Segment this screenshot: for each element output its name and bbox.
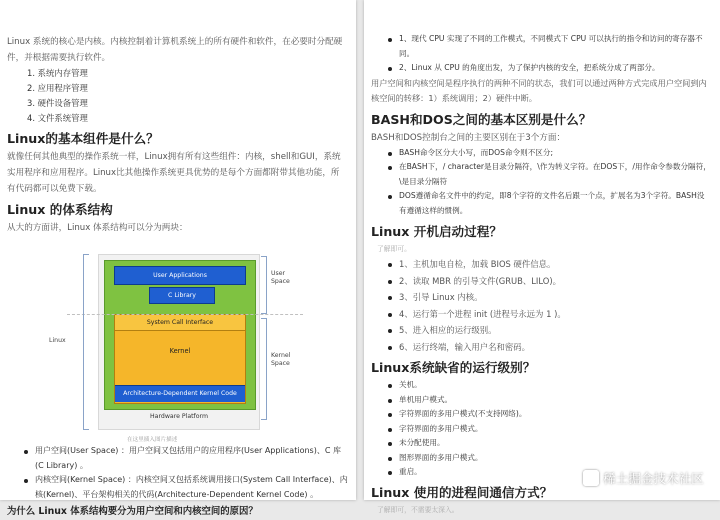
- list-item: 图形界面的多用户模式。: [371, 451, 712, 466]
- list-item: 3. 硬件设备管理: [27, 98, 88, 108]
- list-item: 字符界面的多用户模式(不支持网络)。: [371, 407, 712, 422]
- architecture-intro: 从大的方面讲，Linux 体系结构可以分为两块：: [7, 223, 188, 233]
- watermark: [583, 468, 704, 487]
- list-item: DOS遵循命名文件中的约定，即8个字符的文件名后跟一个点，扩展名为3个字符。BASH没有遵循这样的惯例。: [371, 189, 712, 218]
- hardware-frame: [98, 254, 260, 430]
- list-item: 4. 文件系统管理: [27, 113, 88, 123]
- space-list: [7, 444, 348, 502]
- user-space-label: User Space: [271, 270, 290, 285]
- list-item: 2、Linux 从 CPU 的角度出发，为了保护内核的安全，把系统分成了两部分。: [371, 61, 712, 76]
- bash-dos-intro: BASH和DOS控制台之间的主要区别在于3个方面：: [371, 132, 566, 143]
- list-item: 单机用户模式。: [371, 393, 712, 408]
- reasons-list: [371, 32, 712, 76]
- watermark-text: 稀土掘金技术社区: [603, 471, 704, 486]
- kernel-space-label: Kernel Space: [271, 352, 291, 367]
- system-call-interface-block: System Call Interface: [115, 315, 245, 331]
- linux-label: Linux: [49, 337, 66, 344]
- kernel-space-block: [114, 314, 246, 404]
- list-item: 2. 应用程序管理: [27, 83, 88, 93]
- list-item: 未分配使用。: [371, 436, 712, 451]
- heading-boot-process: Linux 开机启动过程？: [371, 224, 502, 239]
- kernel-block: Kernel: [169, 347, 191, 355]
- list-item: 2、读取 MBR 的引导文件(GRUB、LILO)。: [371, 273, 712, 290]
- list-item: 5、进入相应的运行级别。: [371, 322, 712, 339]
- reasons-conclusion: 用户空间和内核空间是程序执行的两种不同的状态，我们可以通过两种方式完成用户空间到内核空间的转移：1）系统调用；2）硬件中断。: [371, 77, 707, 103]
- list-item: 重启。: [371, 465, 712, 480]
- ipc-note: 了解即可，不需要太深入。: [377, 505, 459, 514]
- list-item: 3、引导 Linux 内核。: [371, 289, 712, 306]
- user-space-brace: [261, 256, 267, 314]
- list-item: 在BASH下，/ character是目录分隔符，\作为转义字符。在DOS下，/用作命令参数分隔符，\是目录分隔符: [371, 160, 712, 189]
- bash-dos-list: [371, 146, 712, 219]
- heading-runlevel: Linux系统缺省的运行级别？: [371, 360, 536, 375]
- juejin-logo-icon: [583, 470, 599, 486]
- boot-steps-list: [371, 256, 712, 355]
- linux-brace: [83, 254, 89, 430]
- list-item: 1、现代 CPU 实现了不同的工作模式，不同模式下 CPU 可以执行的指令和访问的寄存器不同。: [371, 32, 712, 61]
- basic-components-paragraph: 就像任何其他典型的操作系统一样，Linux拥有所有这些组件：内核，shell和GUI，系统实用程序和应用程序。Linux比其他操作系统更具优势的是每个方面都附带其他功能，所有代码都可以免费下载。: [7, 152, 341, 194]
- user-applications-block: User Applications: [114, 266, 246, 285]
- hardware-platform-label: Hardware Platform: [150, 413, 208, 420]
- diagram-caption: 在这里插入图片描述: [127, 437, 178, 443]
- left-page: [0, 0, 356, 517]
- right-page: [364, 0, 720, 514]
- divider-line: [67, 314, 303, 315]
- list-item: 4、运行第一个进程 init (进程号永远为 1 )。: [371, 306, 712, 323]
- list-item: BASH命令区分大小写，而DOS命令则不区分;: [371, 146, 712, 161]
- arch-kernel-code-block: Architecture-Dependent Kernel Code: [115, 385, 245, 402]
- heading-basic-components: Linux的基本组件是什么？: [7, 131, 159, 146]
- kernel-space-brace: [261, 318, 267, 420]
- heading-why-split: 为什么 Linux 体系结构要分为用户空间和内核空间的原因？: [7, 506, 258, 517]
- linux-architecture-diagram: [7, 242, 348, 442]
- heading-bash-dos: BASH和DOS之间的基本区别是什么？: [371, 111, 592, 127]
- list-item: 内核空间(Kernel Space) ：内核空间又包括系统调用接口(System Call Interface)、内核(Kernel)、平台架构相关的代码(Architecture-Dependent Kernel Code) 。: [7, 473, 348, 502]
- intro-paragraph: Linux 系统的核心是内核。内核控制着计算机系统上的所有硬件和软件，在必要时分配硬件，并根据需要执行软件。: [7, 37, 343, 63]
- heading-ipc: Linux 使用的进程间通信方式？: [371, 484, 553, 500]
- c-library-block: C Library: [149, 287, 215, 304]
- kernel-task-list: [7, 66, 348, 126]
- runlevel-list: [371, 378, 712, 480]
- heading-architecture: Linux 的体系结构: [7, 202, 113, 217]
- linux-system-block: [104, 260, 256, 410]
- list-item: 1、主机加电自检，加载 BIOS 硬件信息。: [371, 256, 712, 273]
- list-item: 用户空间(User Space) ：用户空间又包括用户的应用程序(User Applications)、C 库(C Library) 。: [7, 444, 348, 473]
- list-item: 字符界面的多用户模式。: [371, 422, 712, 437]
- list-item: 关机。: [371, 378, 712, 393]
- list-item: 1. 系统内存管理: [27, 68, 88, 78]
- list-item: 6、运行终端，输入用户名和密码。: [371, 339, 712, 356]
- boot-note: 了解即可。: [377, 245, 411, 253]
